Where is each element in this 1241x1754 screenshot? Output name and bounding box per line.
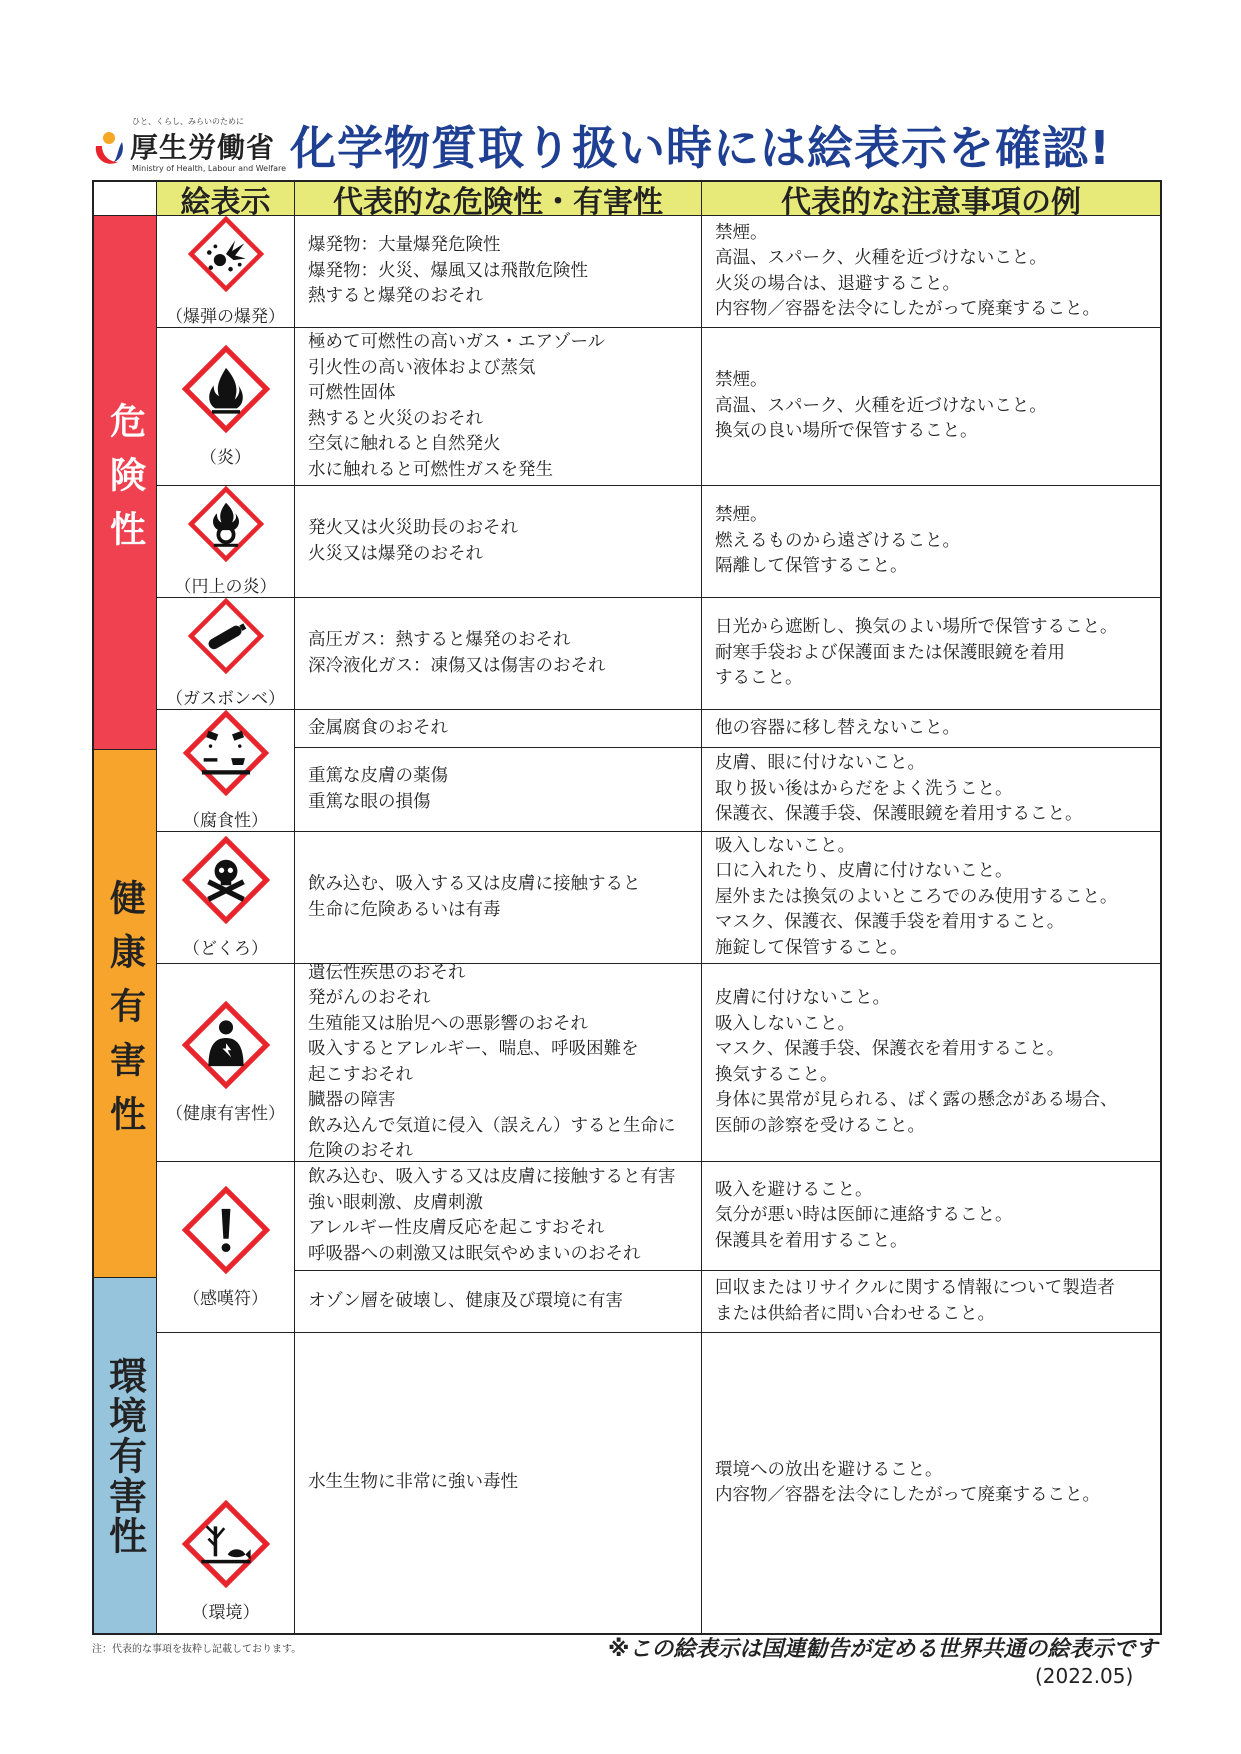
precaution-line: 換気すること。 [715,1064,838,1085]
precaution-line: 口に入れたり、皮膚に付けないこと。 [715,861,1013,882]
hazard-line: 吸入するとアレルギー、喘息、呼吸困難を [308,1039,639,1059]
hazard-line: 熱すると爆発のおそれ [308,286,483,307]
pictogram-cell [157,328,295,486]
pictogram-label: （ガスボンベ） [166,689,285,709]
header-hazards: 代表的な危険性・有害性 [295,182,702,216]
pictogram-label: （健康有害性） [166,1104,285,1124]
precaution-cell [702,710,1160,748]
hazard-line: 火災又は爆発のおそれ [308,543,483,564]
ministry-logo [92,114,287,174]
hazard-line: 極めて可燃性の高いガス・エアゾール [308,332,606,352]
hazard-cell [295,598,702,710]
category-health-label: 健康有害性 [104,878,146,1149]
hazard-cell [295,748,702,832]
exploding-bomb-icon [182,216,270,292]
category-environment [94,1278,157,1633]
precaution-line: 回収またはリサイクルに関する情報について製造者 [715,1278,1115,1298]
category-danger [94,216,157,750]
precaution-line: 保護具を着用すること。 [715,1230,908,1251]
hazard-line: 起こすおそれ [308,1064,413,1085]
hazard-line: 発火又は火災助長のおそれ [308,518,518,538]
hazard-cell [295,1271,702,1333]
precaution-line: 環境への放出を避けること。 [715,1459,943,1480]
hazard-line: 飲み込む、吸入する又は皮膚に接触すると [308,874,641,894]
hazard-cell [295,486,702,598]
pictogram-label: （感嘆符） [183,1288,268,1309]
precaution-line: 高温、スパーク、火種を近づけないこと。 [715,395,1047,416]
precaution-line: マスク、保護手袋、保護衣を着用すること。 [715,1039,1065,1059]
precaution-cell [702,486,1160,598]
hazard-cell [295,832,702,964]
hazard-line: 空気に触れると自然発火 [308,434,501,454]
ministry-name: 厚生労働省 [130,131,276,164]
hazard-cell [295,1333,702,1633]
ministry-name-english: Ministry of Health, Labour and Welfare [132,164,287,173]
health-hazard-icon [182,1001,270,1089]
precaution-cell [702,1162,1160,1271]
hazard-line: 発がんのおそれ [308,988,431,1008]
precaution-line: マスク、保護衣、保護手袋を着用すること。 [715,912,1065,933]
precaution-line: 医師の診察を受けること。 [715,1115,925,1136]
hazard-cell [295,710,702,748]
hazard-line: オゾン層を破壊し、健康及び環境に有害 [308,1290,623,1311]
hazard-line: 深冷液化ガス：凍傷又は傷害のおそれ [308,655,606,676]
footnote: 注：代表的な事項を抜粋し記載しております。 [92,1644,302,1655]
ministry-tagline: ひと、くらし、みらいのために [132,117,244,126]
precaution-line: 火災の場合は、退避すること。 [715,273,960,294]
hazard-line: 爆発物：大量爆発危険性 [308,235,501,256]
header-precautions: 代表的な注意事項の例 [702,182,1160,216]
hazard-cell [295,964,702,1162]
hazard-line: 熱すると火災のおそれ [308,408,483,429]
pictogram-label: （環境） [191,1603,260,1623]
hazard-line: 呼吸器への刺激又は眠気やめまいのおそれ [308,1243,641,1264]
hazard-line: 可燃性固体 [308,383,396,403]
pictogram-label: （どくろ） [183,939,268,959]
precaution-line: または供給者に問い合わせること。 [715,1303,995,1324]
precaution-line: 取り扱い後はからだをよく洗うこと。 [715,778,1013,799]
precaution-line: 保護衣、保護手袋、保護眼鏡を着用すること。 [715,804,1083,825]
precaution-line: 内容物／容器を法令にしたがって廃棄すること。 [715,299,1100,319]
precaution-cell [702,328,1160,486]
precaution-line: 気分が悪い時は医師に連絡すること。 [715,1205,1013,1226]
pictogram-cell [157,710,295,832]
hazard-line: アレルギー性皮膚反応を起こすおそれ [308,1218,605,1238]
pictogram-cell [157,486,295,598]
precaution-line: 吸入を避けること。 [715,1179,873,1200]
category-health [94,750,157,1278]
gas-cylinder-icon [182,598,270,674]
pictogram-label: （円上の炎） [174,577,277,597]
hazard-line: 生命に危険あるいは有毒 [308,899,501,920]
hazard-line: 水に触れると可燃性ガスを発生 [308,459,553,480]
skull-crossbones-icon [182,836,270,924]
pictogram-label: （炎） [200,448,251,468]
pictogram-cell [157,1162,295,1333]
precaution-line: 他の容器に移し替えないこと。 [715,717,960,738]
precaution-line: 高温、スパーク、火種を近づけないこと。 [715,248,1047,268]
precaution-line: 耐寒手袋および保護面または保護眼鏡を着用 [715,642,1065,663]
footer-statement: ※この絵表示は国連勧告が定める世界共通の絵表示です [608,1637,1158,1662]
precaution-line: 施錠して保管すること。 [715,937,908,958]
hazard-cell [295,1162,702,1271]
precaution-cell [702,748,1160,832]
exclamation-mark-icon [182,1186,270,1274]
precaution-line: 隔離して保管すること。 [715,556,908,577]
hazard-line: 飲み込んで気道に侵入（誤えん）すると生命に [308,1115,676,1136]
ministry-logo-icon [92,128,126,168]
environment-icon [182,1500,270,1588]
header-blank-cell [94,182,157,216]
hazard-line: 遺伝性疾患のおそれ [308,962,466,983]
page-title: 化学物質取り扱い時には絵表示を確認! [290,121,1111,175]
hazard-line: 臓器の障害 [308,1090,396,1110]
precaution-cell [702,216,1160,328]
pictogram-cell [157,216,295,328]
precaution-line: 皮膚に付けないこと。 [715,988,890,1008]
precaution-line: すること。 [715,668,803,689]
hazard-cell [295,328,702,486]
hazard-table [92,180,1162,1635]
precaution-line: 燃えるものから遠ざけること。 [715,530,960,551]
precaution-cell [702,1333,1160,1633]
precaution-line: 禁煙。 [715,505,768,526]
hazard-cell [295,216,702,328]
hazard-line: 爆発物：火災、爆風又は飛散危険性 [308,260,588,281]
precaution-line: 日光から遮断し、換気のよい場所で保管すること。 [715,617,1118,638]
precaution-cell [702,832,1160,964]
hazard-line: 水生生物に非常に強い毒性 [308,1472,518,1493]
hazard-line: 金属腐食のおそれ [308,717,448,738]
category-danger-label: 危険性 [104,401,146,564]
flame-icon [182,345,270,433]
pictogram-cell [157,1333,295,1633]
precaution-cell [702,964,1160,1162]
precaution-line: 禁煙。 [715,222,768,243]
hazard-line: 強い眼刺激、皮膚刺激 [308,1192,483,1213]
precaution-line: 吸入しないこと。 [715,1013,855,1034]
precaution-line: 屋外または換気のよいところでのみ使用すること。 [715,886,1118,907]
page-header [92,110,1162,180]
hazard-line: 生殖能又は胎児への悪影響のおそれ [308,1013,588,1034]
issue-date: (2022.05) [1035,1664,1134,1688]
precaution-line: 換気の良い場所で保管すること。 [715,421,978,442]
precaution-line: 禁煙。 [715,370,768,391]
hazard-line: 高圧ガス：熱すると爆発のおそれ [308,630,571,650]
precaution-cell [702,598,1160,710]
flame-over-circle-icon [182,486,270,562]
precaution-cell [702,1271,1160,1333]
pictogram-cell [157,832,295,964]
precaution-line: 身体に異常が見られる、ばく露の懸念がある場合、 [715,1090,1118,1110]
hazard-line: 危険のおそれ [308,1141,413,1161]
corrosion-icon [182,710,270,796]
pictogram-cell [157,964,295,1162]
pictogram-label: （腐食性） [183,811,268,831]
precaution-line: 皮膚、眼に付けないこと。 [715,753,925,774]
pictogram-label: （爆弾の爆発） [166,307,285,327]
precaution-line: 吸入しないこと。 [715,835,855,856]
hazard-line: 重篤な皮膚の薬傷 [308,766,448,786]
precaution-line: 内容物／容器を法令にしたがって廃棄すること。 [715,1485,1100,1505]
hazard-line: 飲み込む、吸入する又は皮膚に接触すると有害 [308,1167,676,1187]
hazard-line: 重篤な眼の損傷 [308,791,431,812]
pictogram-cell [157,598,295,710]
category-environment-label: 環境有害性 [102,1355,147,1556]
hazard-line: 引火性の高い液体および蒸気 [308,357,536,378]
header-pictogram: 絵表示 [157,182,295,216]
